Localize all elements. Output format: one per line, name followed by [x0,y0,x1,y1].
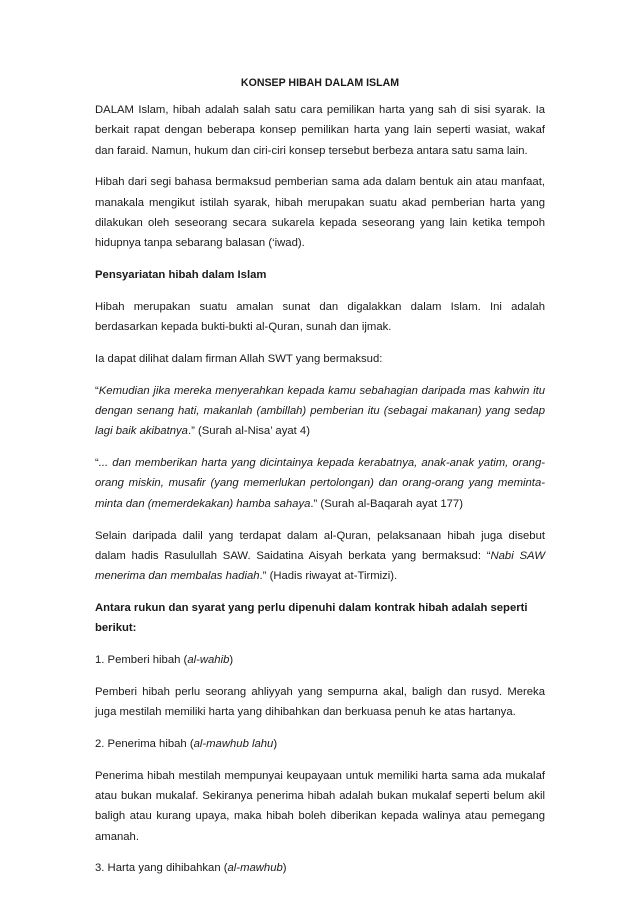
paragraph-definition: Hibah dari segi bahasa bermaksud pemberian sama ada dalam bentuk ain atau manfaat, manakala mengikut istilah syarak, hibah merupakan suatu akad pemberian harta yang dilakukan oleh seseorang secara sukarela kepada seseorang yang lain ketika tempoh hidupnya tanpa sebarang balasan (‘iwad). [95,176,545,250]
quote-text: ... dan memberikan harta yang dicintainya kepada kerabatnya, anak-anak yatim, orang-orang miskin, musafir (yang memerlukan pertolongan) dan orang-orang yang meminta-minta dan (memerdekakan) hamba sahaya [95,457,545,510]
list-item-suffix: ) [229,654,234,667]
quote-surah-baqarah [95,453,545,514]
list-item-harta [95,858,545,878]
quote-citation: .” (Surah al-Baqarah ayat 177) [310,497,463,510]
hadis-quote-text: Nabi SAW menerima dan membalas hadiah [95,549,545,583]
quote-citation: .” (Surah al-Nisa’ ayat 4) [187,425,310,438]
list-item-term: al-mawhub lahu [193,737,274,750]
section-heading-pensyariatan: Pensyariatan hibah dalam Islam [95,269,267,282]
list-item-penerima [95,734,545,754]
paragraph-penerima: Penerima hibah mestilah mempunyai keupayaan untuk memiliki harta sama ada mukalaf atau bukan mukalaf. Sekiranya penerima hibah adalah bukan mukalaf seperti belum akil baligh atau kurang upaya, maka hibah boleh diberikan kepada walinya atau pemegang amanah. [95,769,545,843]
document-title: KONSEP HIBAH DALAM ISLAM [240,77,400,89]
paragraph-firman-intro: Ia dapat dilihat dalam firman Allah SWT yang bermaksud: [95,352,383,365]
paragraph-amalan-sunat: Hibah merupakan suatu amalan sunat dan digalakkan dalam Islam. Ini adalah berdasarkan kepada bukti-bukti al-Quran, sunah dan ijmak. [95,300,545,334]
list-item-prefix: 3. Harta yang dihibahkan ( [95,862,228,875]
hadis-lead-text: Selain daripada dalil yang terdapat dalam al-Quran, pelaksanaan hibah juga disebut dalam hadis Rasulullah SAW. Saidatina Aisyah berkata yang bermaksud: “ [95,529,545,562]
paragraph-pemberi: Pemberi hibah perlu seorang ahliyyah yang sempurna akal, baligh dan rusyd. Mereka juga mestilah memiliki harta yang dihibahkan dan berkuasa penuh ke atas hartanya. [95,685,545,719]
list-item-term: al-mawhub [227,862,283,875]
list-item-term: al-wahib [187,654,230,667]
quote-text: Kemudian jika mereka menyerahkan kepada kamu sebahagian daripada mas kahwin itu dengan senang hati, makanlah (ambillah) pemberian itu (sebagai makanan) yang sedap lagi baik akibatnya [95,384,545,438]
list-item-prefix: 2. Penerima hibah ( [95,737,194,750]
quote-open-mark: “ [95,384,99,397]
quote-surah-nisa [95,381,545,442]
list-item-suffix: ) [282,862,287,875]
list-item-prefix: 1. Pemberi hibah ( [95,654,188,667]
list-item-pemberi [95,650,545,670]
quote-open-mark: “ [95,457,99,470]
paragraph-intro: DALAM Islam, hibah adalah salah satu cara pemilikan harta yang sah di sisi syarak. Ia berkait rapat dengan beberapa konsep pemilikan harta yang lain seperti wasiat, wakaf dan faraid. Namun, hukum dan ciri-ciri konsep tersebut berbeza antara satu sama lain. [95,104,545,157]
paragraph-hadis [95,526,545,587]
list-item-suffix: ) [273,737,278,750]
section-heading-rukun: Antara rukun dan syarat yang perlu dipenuhi dalam kontrak hibah adalah seperti berikut: [95,601,528,635]
document-page [95,74,545,890]
hadis-citation: .” (Hadis riwayat at-Tirmizi). [259,570,398,583]
